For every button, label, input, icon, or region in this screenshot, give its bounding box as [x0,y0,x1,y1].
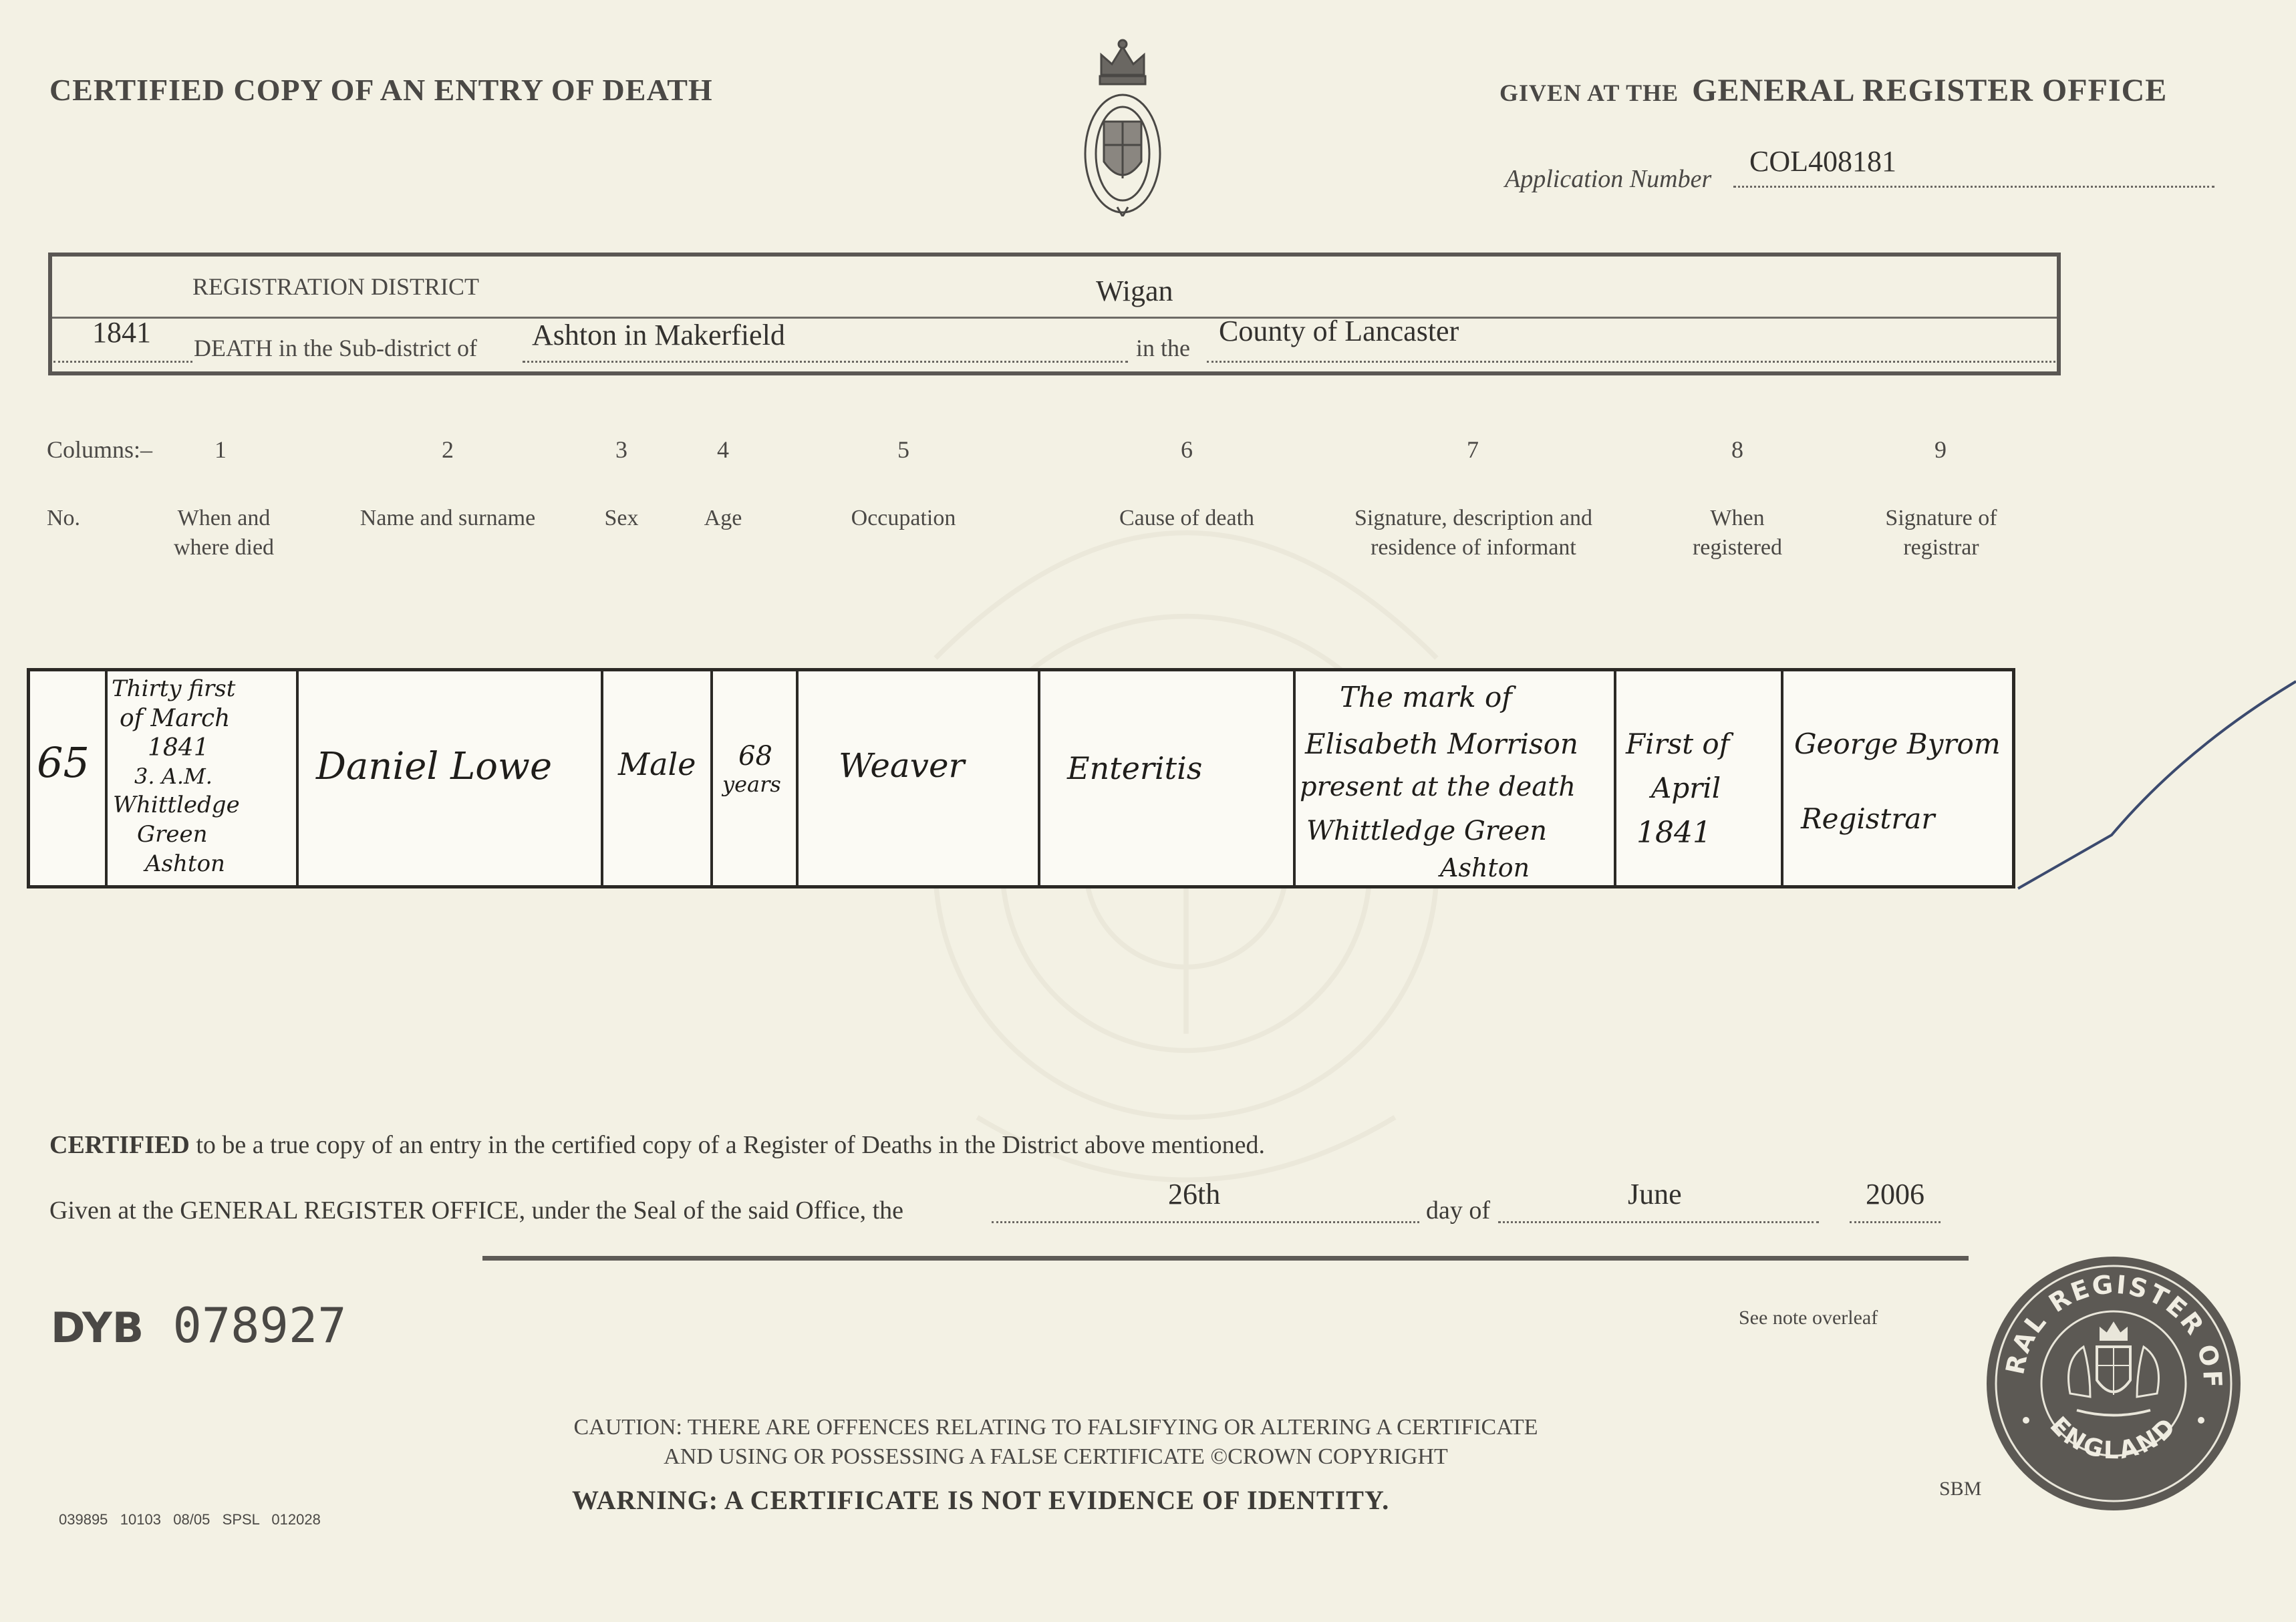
identity-warning: WARNING: A CERTIFICATE IS NOT EVIDENCE OF IDENTITY. [572,1485,1390,1515]
column-header-age: Age [704,506,742,530]
diagonal-line [2011,668,2296,895]
death-place-line-2: Green [137,821,208,848]
serial-number [51,1297,347,1353]
death-date-line-2: of March [120,705,231,732]
office-name: GENERAL REGISTER OFFICE [1692,73,2168,108]
death-time: 3. A.M. [134,764,212,789]
death-in-subdistrict-label: DEATH in the Sub-district of [194,335,477,361]
day-of-label: day of [1426,1196,1491,1225]
seal-bottom-text: ENGLAND [2044,1411,2183,1465]
columns-label: Columns:– [47,436,153,463]
sub-district: Ashton in Makerfield [532,319,785,351]
given-at-office [1499,72,2167,109]
column-number-5: 5 [897,436,909,463]
deceased-occupation: Weaver [839,746,965,785]
column-number-9: 9 [1934,436,1947,463]
entry-row [27,668,2015,888]
column-header-when-registered: When registered [1692,506,1783,560]
column-number-6: 6 [1181,436,1193,463]
entry-number: 65 [37,738,90,787]
deceased-name: Daniel Lowe [316,745,553,788]
column-number-4: 4 [717,436,729,463]
column-header-registrar: Signature of registrar [1885,506,1997,560]
serial-digits: 078927 [172,1297,347,1353]
death-date-line-3: 1841 [148,734,209,762]
column-header-cause: Cause of death [1119,506,1255,530]
day-line [992,1221,1419,1223]
subdistrict-line [523,361,1128,363]
year-line-cert [1850,1221,1941,1223]
given-prefix: GIVEN AT THE [1499,79,1679,106]
deceased-sex: Male [618,746,696,782]
registration-district: Wigan [1096,275,1173,307]
registered-date-line-2: April [1651,772,1721,804]
initials: SBM [1939,1478,1982,1500]
certification-statement [49,1130,1265,1160]
see-note-overleaf: See note overleaf [1739,1307,1878,1329]
column-number-3: 3 [615,436,627,463]
registered-date-line-3: 1841 [1636,816,1711,850]
certificate-title: CERTIFIED COPY OF AN ENTRY OF DEATH [49,73,713,107]
county: County of Lancaster [1219,315,1459,347]
registrar-title: Registrar [1801,802,1935,835]
column-header-when-where: When and where died [173,506,275,560]
death-place-line-1: Whittledge [113,792,240,818]
caution-line-1: CAUTION: THERE ARE OFFENCES RELATING TO FALSIFYING OR ALTERING A CERTIFICATE [573,1415,1538,1440]
informant-line-1: The mark of [1340,681,1512,713]
month-line [1498,1221,1819,1223]
registration-box-divider [52,317,2057,319]
death-place-line-3: Ashton [145,850,225,877]
informant-name: Elisabeth Morrison [1305,727,1578,760]
column-number-8: 8 [1731,436,1743,463]
informant-residence-2: Ashton [1440,853,1530,882]
column-header-informant: Signature, description and residence of informant [1354,506,1592,560]
column-header-name: Name and surname [360,506,536,530]
application-number: COL408181 [1749,145,1896,178]
registration-district-label: REGISTRATION DISTRICT [192,273,479,300]
informant-residence-1: Whittledge Green [1306,816,1548,846]
certified-month: June [1628,1178,1682,1210]
registrar-signature: George Byrom [1794,727,2001,760]
caution-line-2: AND USING OR POSSESSING A FALSE CERTIFICATE ©CROWN COPYRIGHT [664,1444,1448,1469]
column-number-1: 1 [214,436,227,463]
year-line [53,361,192,363]
given-at-statement: Given at the GENERAL REGISTER OFFICE, under the Seal of the said Office, the [49,1196,904,1225]
application-number-line [1733,186,2214,188]
certified-text: to be a true copy of an entry in the certified copy of a Register of Deaths in the District above mentioned. [196,1131,1266,1159]
signature-rule [482,1256,1969,1261]
certified-day: 26th [1168,1178,1221,1210]
cell-registrar [1783,671,2013,885]
serial-prefix: DYB [51,1303,144,1352]
cause-of-death: Enteritis [1067,750,1203,786]
column-header-no: No. [47,506,81,530]
print-code: 039895 10103 08/05 SPSL 012028 [59,1511,321,1528]
deceased-age-unit: years [722,772,781,797]
certified-year: 2006 [1866,1178,1924,1210]
column-header-sex: Sex [604,506,639,530]
general-register-office-seal-icon [1983,1253,2244,1514]
seal-top-text: RAL REGISTER OF [2000,1269,2228,1390]
application-number-label: Application Number [1505,165,1712,193]
death-date-line-1: Thirty first [112,675,236,702]
informant-description: present at the death [1300,772,1576,802]
column-header-occupation: Occupation [851,506,956,530]
royal-coat-of-arms-icon [1081,35,1164,216]
certified-word: CERTIFIED [49,1131,190,1159]
deceased-age: 68 [738,741,772,772]
column-number-7: 7 [1467,436,1479,463]
registration-year: 1841 [92,316,151,349]
in-the-label: in the [1136,335,1190,361]
county-line [1207,361,2055,363]
registered-date-line-1: First of [1626,727,1730,760]
column-number-2: 2 [442,436,454,463]
